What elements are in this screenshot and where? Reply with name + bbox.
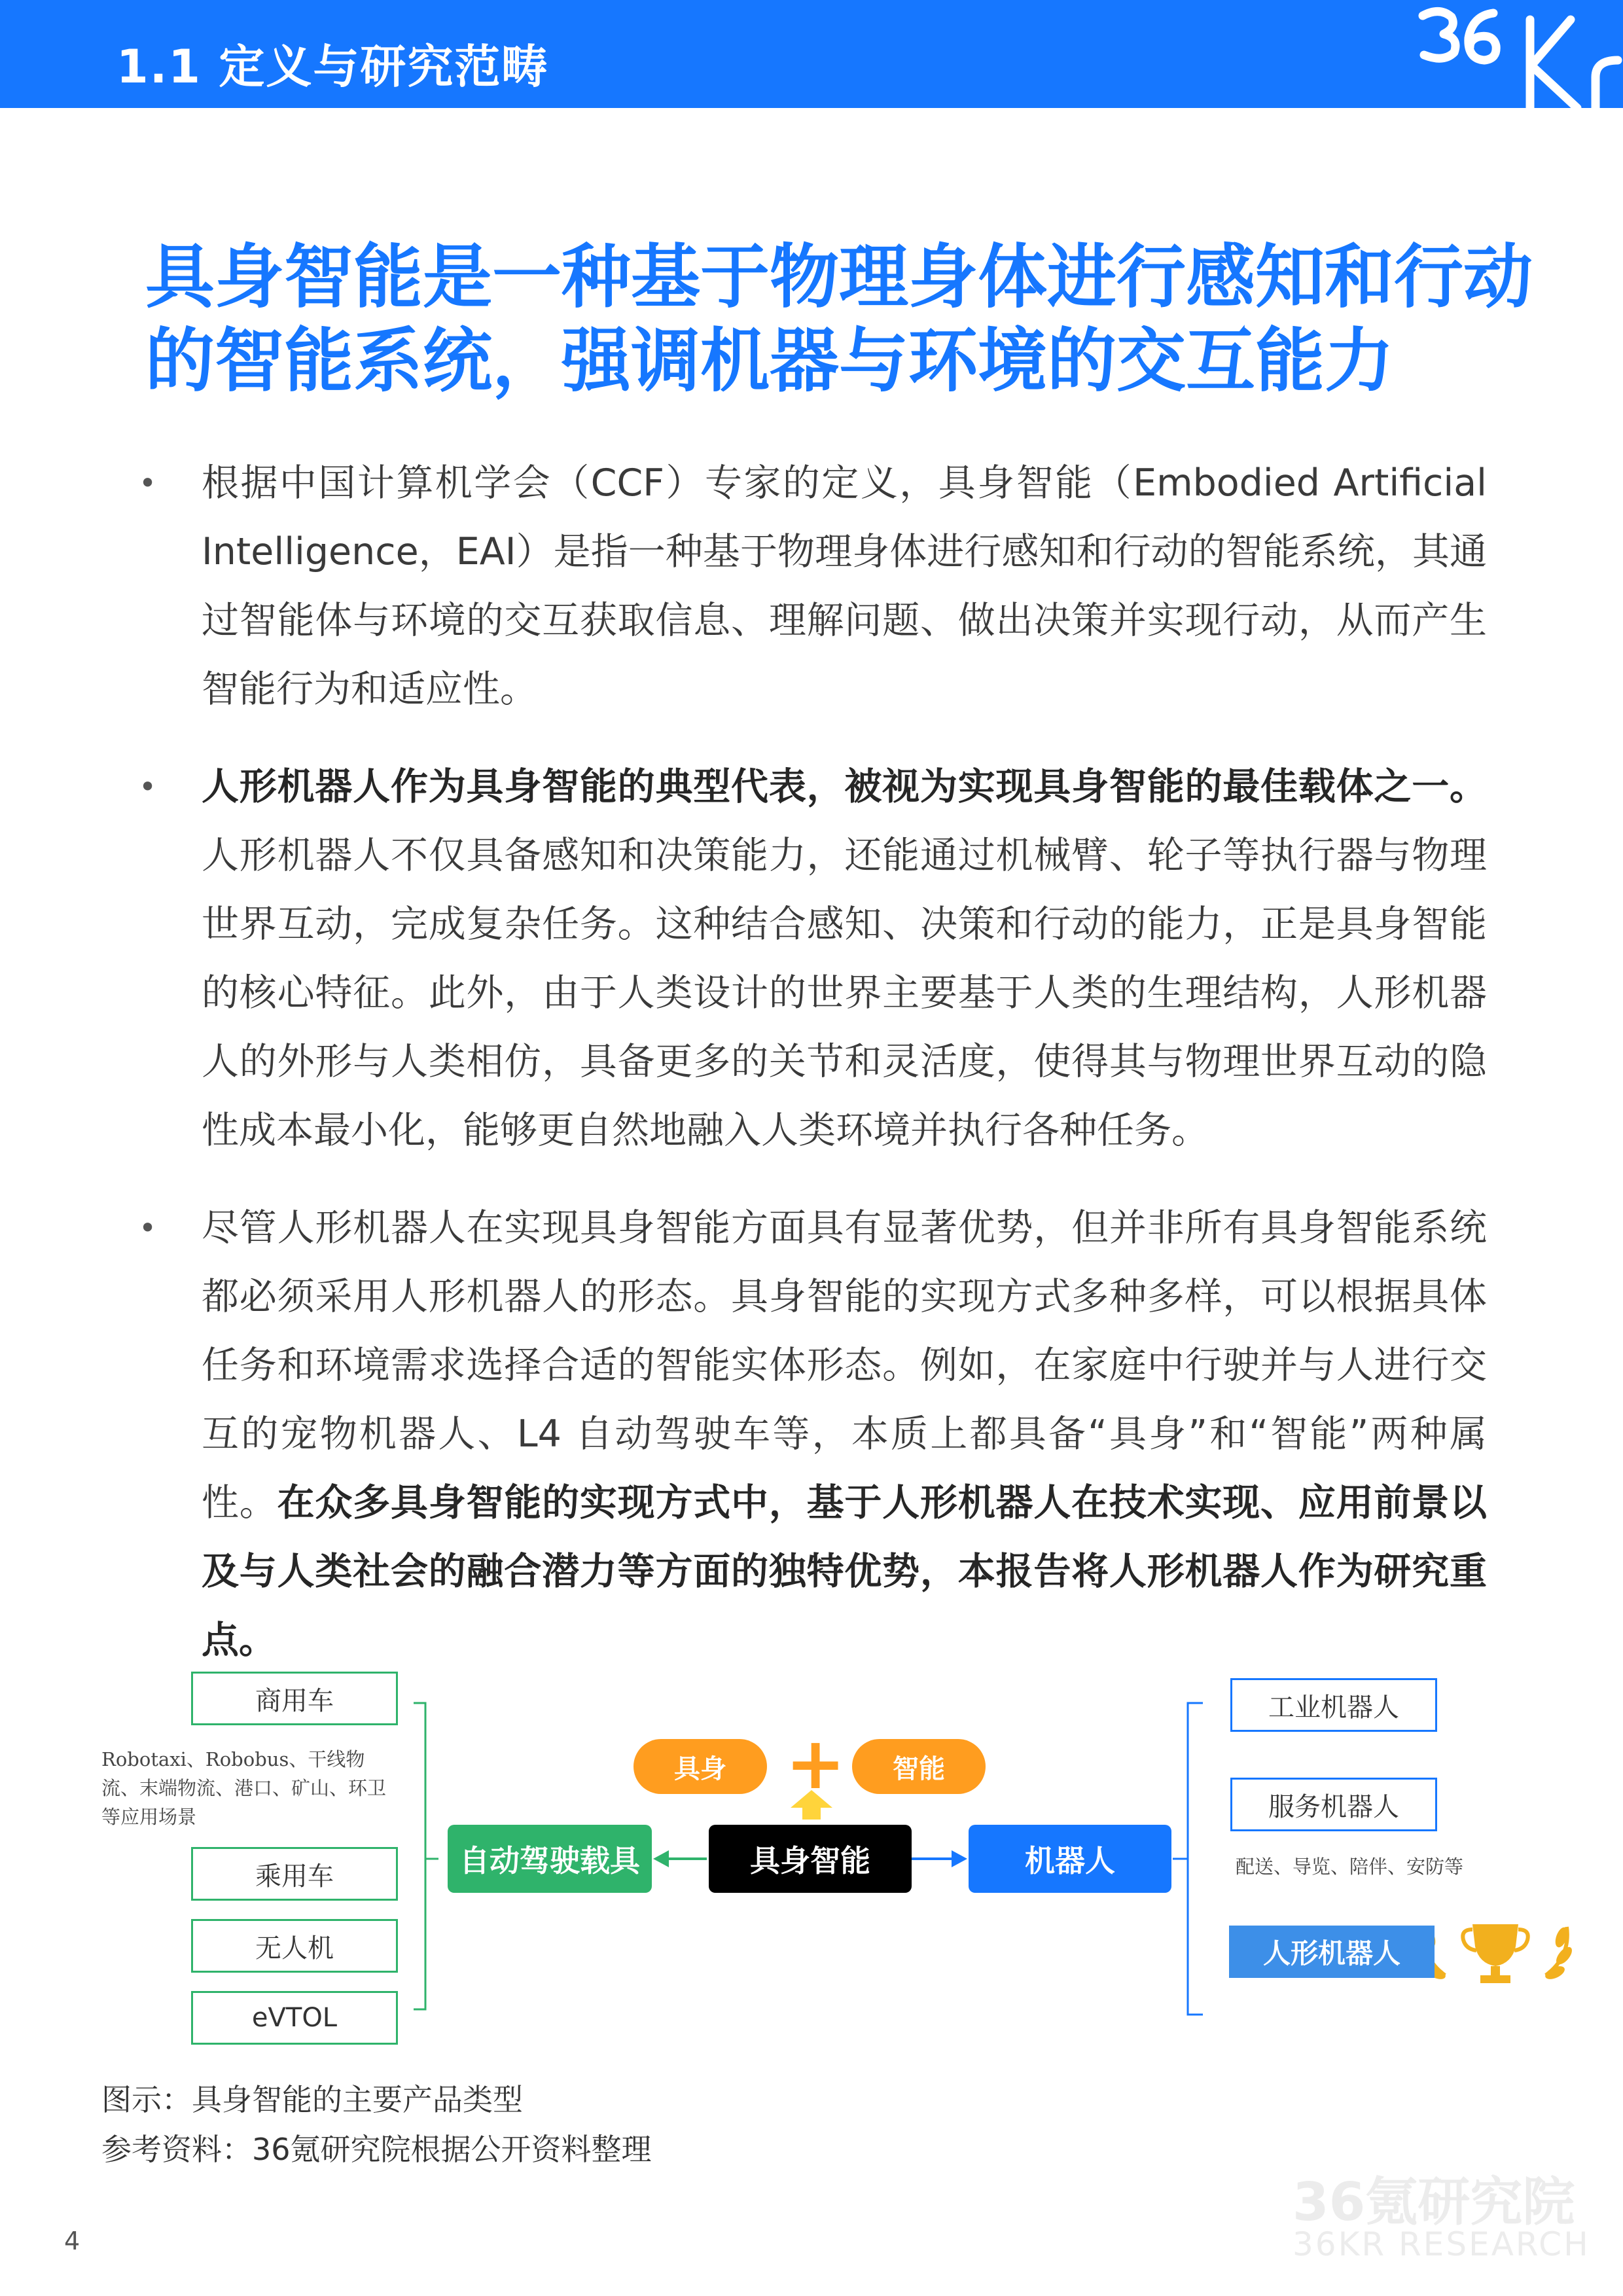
brand-logo [1414,0,1623,108]
drone-box: 无人机 [191,1919,398,1973]
arrow-right [911,1850,967,1867]
bullet-body: 人形机器人不仅具备感知和决策能力，还能通过机械臂、轮子等执行器与物理世界互动，完成复杂任务。这种结合感知、决策和行动的能力，正是具身智能的核心特征。此外，由于人类设计的世界主要基于人类的生理结构，人形机器人的外形与人类相仿，具备更多的关节和灵活度，使得其与物理世界互动的隐性成本最小化，能够更自然地融入人类环境并执行各种任务。 [202,834,1487,1152]
service-robot-box: 服务机器人 [1230,1778,1437,1831]
bullet-text [202,449,1487,724]
section-title: 1.1 定义与研究范畴 [116,40,549,94]
bullet-bold-lead: 人形机器人作为具身智能的典型代表，被视为实现具身智能的最佳载体之一。 [202,765,1487,808]
arrow-left [653,1850,707,1867]
embodied-ai-box: 具身智能 [709,1825,912,1893]
page-number: 4 [64,2227,80,2255]
robot-box: 机器人 [969,1825,1171,1893]
vehicle-scenarios-note: Robotaxi、Robobus、干线物流、末端物流、港口、矿山、环卫等应用场景 [101,1748,387,1828]
bullet-body: 根据中国计算机学会（CCF）专家的定义，具身智能（Embodied Artificial Intelligence，EAI）是指一种基于物理身体进行感知和行动的智能系统，其通过智能体与环境的交互获取信息、理解问题、做出决策并实现行动，从而产生智能行为和适应性。 [202,461,1487,711]
plus-sign: + [785,1721,846,1805]
bullet-list [139,449,1487,1704]
left-bracket [414,1703,438,2009]
autonomous-vehicle-box: 自动驾驶载具 [448,1825,652,1893]
headline-line-2: 的智能系统，强调机器与环境的交互能力 [145,321,1394,401]
watermark-en: 36KR RESEARCH [1293,2225,1590,2263]
commercial-vehicle-box: 商用车 [191,1672,398,1725]
page-headline [145,236,1552,403]
bullet-text [202,753,1487,1165]
right-bracket [1173,1703,1203,2015]
headline-line-1: 具身智能是一种基于物理身体进行感知和行动 [145,237,1533,317]
bullet-dot: • [139,465,157,501]
bullet-text [202,1194,1487,1675]
bullet-item-1 [139,449,1487,724]
industrial-robot-box: 工业机器人 [1230,1678,1437,1732]
passenger-car-box: 乘用车 [191,1847,398,1901]
embodied-pill: 具身 [633,1739,767,1794]
bullet-item-3 [139,1194,1487,1675]
bullet-bold-end: 在众多具身智能的实现方式中，基于人形机器人在技术实现、应用前景以及与人类社会的融合潜力等方面的独特优势，本报告将人形机器人作为研究重点。 [202,1481,1487,1662]
evtol-box: eVTOL [191,1991,398,2045]
trophy-icon [1416,1924,1575,1983]
intelligence-pill: 智能 [852,1739,986,1794]
bullet-dot: • [139,769,157,804]
figure-caption: 图示：具身智能的主要产品类型 [101,2082,523,2117]
product-type-diagram [0,1656,1623,2062]
watermark-cn: 36氪研究院 [1293,2172,1575,2233]
source-caption: 参考资料：36氪研究院根据公开资料整理 [101,2132,652,2167]
bullet-body: 尽管人形机器人在实现具身智能方面具有显著优势，但并非所有具身智能系统都必须采用人形机器人的形态。具身智能的实现方式多种多样，可以根据具体任务和环境需求选择合适的智能实体形态。例如，在家庭中行驶并与人进行交互的宠物机器人、L4 自动驾驶车等，本质上都具备“具身”和“智能”两种属性。 [202,1206,1487,1524]
service-scenarios-note: 配送、导览、陪伴、安防等 [1236,1856,1464,1878]
bullet-item-2 [139,753,1487,1165]
humanoid-robot-box: 人形机器人 [1229,1926,1435,1978]
bullet-dot: • [139,1210,157,1246]
